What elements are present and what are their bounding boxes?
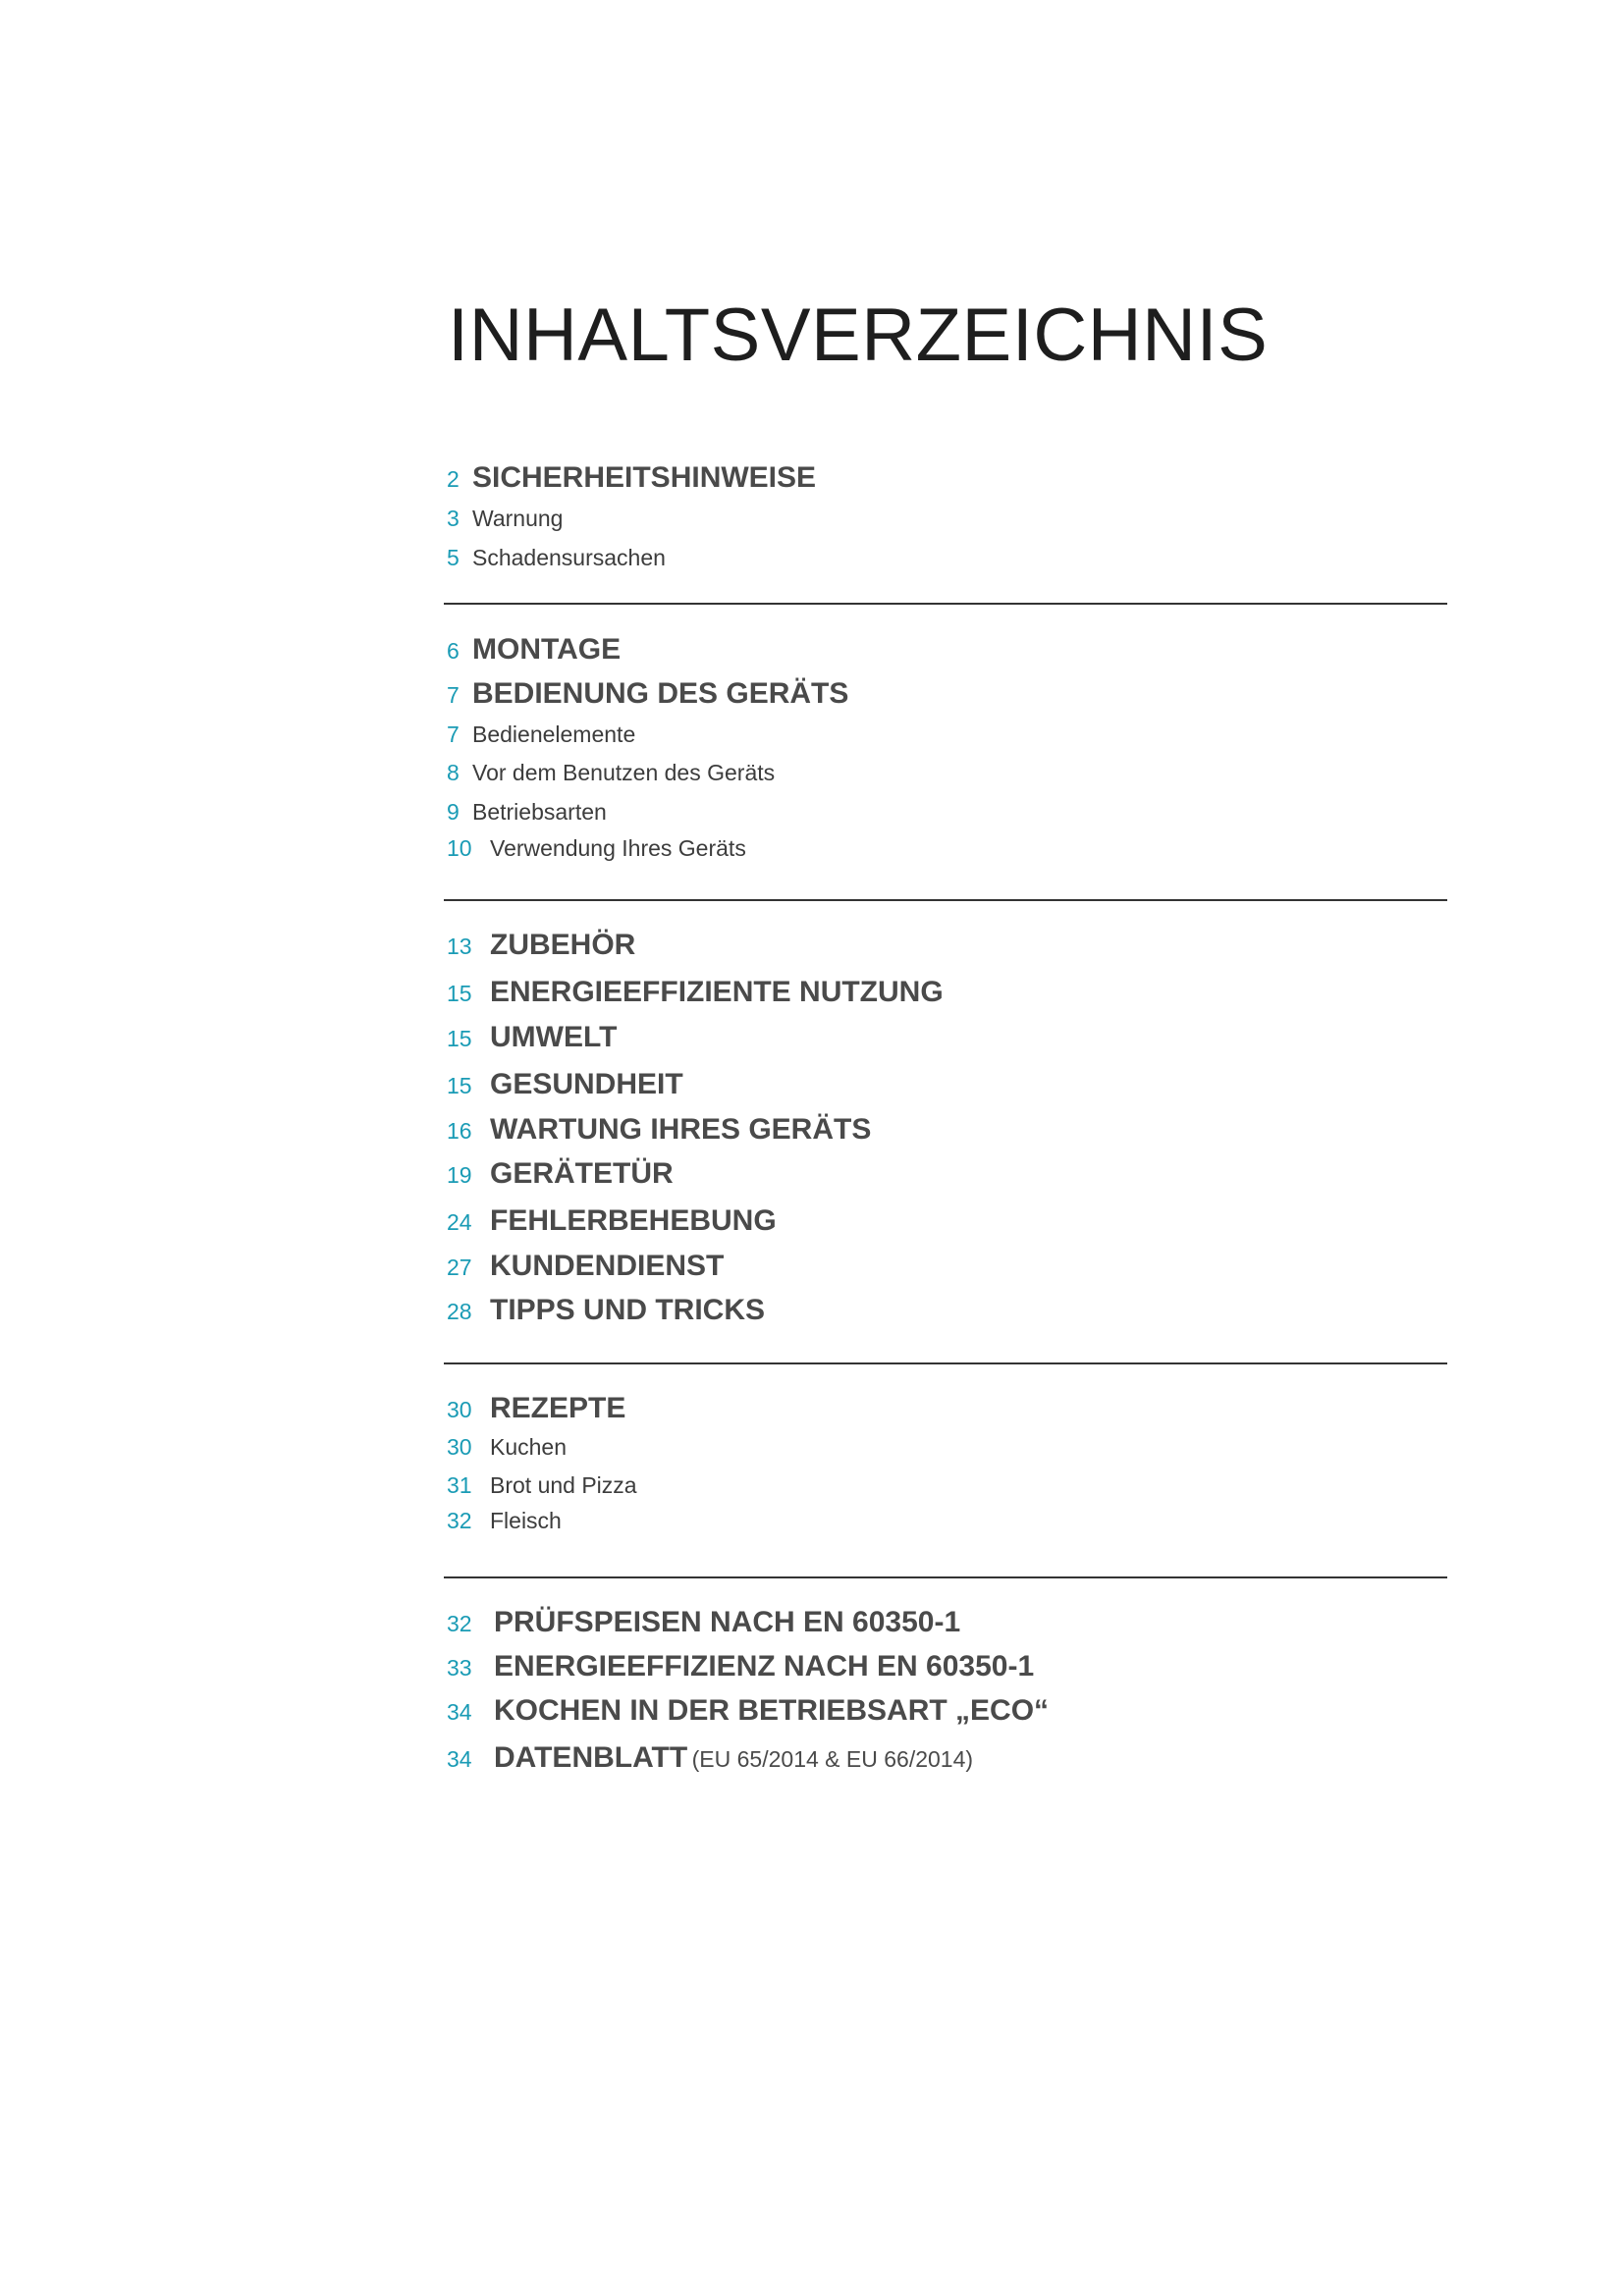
section-divider [444, 1362, 1447, 1364]
toc-entry-brot-und-pizza[interactable] [447, 1472, 637, 1499]
toc-subheading: Bedienelemente [472, 721, 636, 747]
toc-page-number: 9 [447, 799, 460, 825]
toc-subheading: Warnung [472, 506, 564, 531]
toc-entry-bedienung[interactable] [447, 677, 848, 711]
toc-heading: ZUBEHÖR [490, 929, 636, 961]
toc-heading-note: (EU 65/2014 & EU 66/2014) [691, 1746, 974, 1772]
section-divider [444, 1576, 1447, 1578]
toc-entry-fleisch[interactable] [447, 1508, 562, 1534]
toc-heading: MONTAGE [472, 633, 622, 666]
toc-heading: FEHLERBEHEBUNG [490, 1204, 777, 1237]
toc-entry-kuchen[interactable] [447, 1434, 567, 1461]
toc-page-number: 33 [447, 1655, 472, 1681]
toc-entry-energieeffizienz[interactable] [447, 1650, 1034, 1683]
toc-heading: UMWELT [490, 1021, 618, 1053]
page-title: INHALTSVERZEICHNIS [448, 294, 1269, 377]
toc-heading: WARTUNG IHRES GERÄTS [490, 1113, 872, 1146]
section-divider [444, 603, 1447, 605]
toc-entry-geraetetuer[interactable] [447, 1157, 674, 1191]
toc-page-number: 3 [447, 506, 460, 531]
toc-page-number: 27 [447, 1255, 472, 1280]
toc-page-number: 30 [447, 1434, 472, 1460]
toc-page-number: 7 [447, 682, 460, 708]
toc-entry-wartung[interactable] [447, 1113, 871, 1147]
toc-page-number: 32 [447, 1611, 472, 1636]
toc-entry-gesundheit[interactable] [447, 1068, 683, 1101]
toc-page-number: 15 [447, 1073, 472, 1098]
toc-entry-datenblatt[interactable] [447, 1741, 973, 1775]
toc-entry-bedienelemente[interactable] [447, 721, 635, 748]
toc-page-number: 28 [447, 1299, 472, 1324]
toc-entry-energieeffiziente-nutzung[interactable] [447, 976, 944, 1009]
toc-heading: GESUNDHEIT [490, 1068, 683, 1100]
toc-page-number: 34 [447, 1699, 472, 1725]
toc-subheading: Verwendung Ihres Geräts [490, 835, 746, 861]
toc-entry-pruefspeisen[interactable] [447, 1606, 960, 1639]
toc-heading: PRÜFSPEISEN NACH EN 60350-1 [494, 1606, 961, 1638]
toc-page-number: 2 [447, 466, 460, 492]
toc-page-number: 7 [447, 721, 460, 747]
toc-entry-umwelt[interactable] [447, 1021, 617, 1054]
toc-page-number: 32 [447, 1508, 472, 1533]
toc-page-number: 15 [447, 981, 472, 1006]
toc-page-number: 10 [447, 835, 472, 861]
toc-heading: DATENBLATT [494, 1741, 688, 1774]
toc-page-number: 16 [447, 1118, 472, 1144]
toc-page-number: 8 [447, 760, 460, 785]
toc-heading: REZEPTE [490, 1392, 626, 1424]
toc-heading: ENERGIEEFFIZIENZ NACH EN 60350-1 [494, 1650, 1035, 1682]
toc-page-number: 5 [447, 545, 460, 570]
toc-page-number: 24 [447, 1209, 472, 1235]
toc-heading: TIPPS UND TRICKS [490, 1294, 766, 1326]
toc-subheading: Brot und Pizza [490, 1472, 637, 1498]
toc-page-number: 34 [447, 1746, 472, 1772]
toc-subheading: Vor dem Benutzen des Geräts [472, 760, 776, 785]
toc-entry-fehlerbehebung[interactable] [447, 1204, 777, 1238]
toc-heading: ENERGIEEFFIZIENTE NUTZUNG [490, 976, 944, 1008]
toc-page-number: 31 [447, 1472, 472, 1498]
toc-heading: GERÄTETÜR [490, 1157, 674, 1190]
toc-heading: SICHERHEITSHINWEISE [472, 461, 817, 494]
toc-entry-zubehoer[interactable] [447, 929, 635, 962]
toc-subheading: Kuchen [490, 1434, 568, 1460]
toc-heading: KOCHEN IN DER BETRIEBSART „ECO“ [494, 1694, 1050, 1727]
toc-page-number: 15 [447, 1026, 472, 1051]
toc-entry-warnung[interactable] [447, 506, 563, 532]
toc-entry-sicherheitshinweise[interactable] [447, 461, 816, 495]
toc-entry-vor-dem-benutzen[interactable] [447, 760, 775, 786]
toc-page-number: 13 [447, 934, 472, 959]
toc-subheading: Fleisch [490, 1508, 562, 1533]
toc-entry-kochen-eco[interactable] [447, 1694, 1049, 1728]
toc-subheading: Betriebsarten [472, 799, 607, 825]
toc-page-number: 19 [447, 1162, 472, 1188]
toc-entry-verwendung[interactable] [447, 835, 746, 862]
toc-entry-tipps-und-tricks[interactable] [447, 1294, 765, 1327]
toc-entry-kundendienst[interactable] [447, 1250, 724, 1283]
toc-entry-rezepte[interactable] [447, 1392, 625, 1425]
toc-page-number: 30 [447, 1397, 472, 1422]
toc-heading: KUNDENDIENST [490, 1250, 725, 1282]
toc-entry-betriebsarten[interactable] [447, 799, 607, 826]
toc-heading: BEDIENUNG DES GERÄTS [472, 677, 849, 710]
toc-entry-schadensursachen[interactable] [447, 545, 666, 571]
toc-page-number: 6 [447, 638, 460, 664]
section-divider [444, 899, 1447, 901]
toc-entry-montage[interactable] [447, 633, 621, 667]
toc-subheading: Schadensursachen [472, 545, 666, 570]
